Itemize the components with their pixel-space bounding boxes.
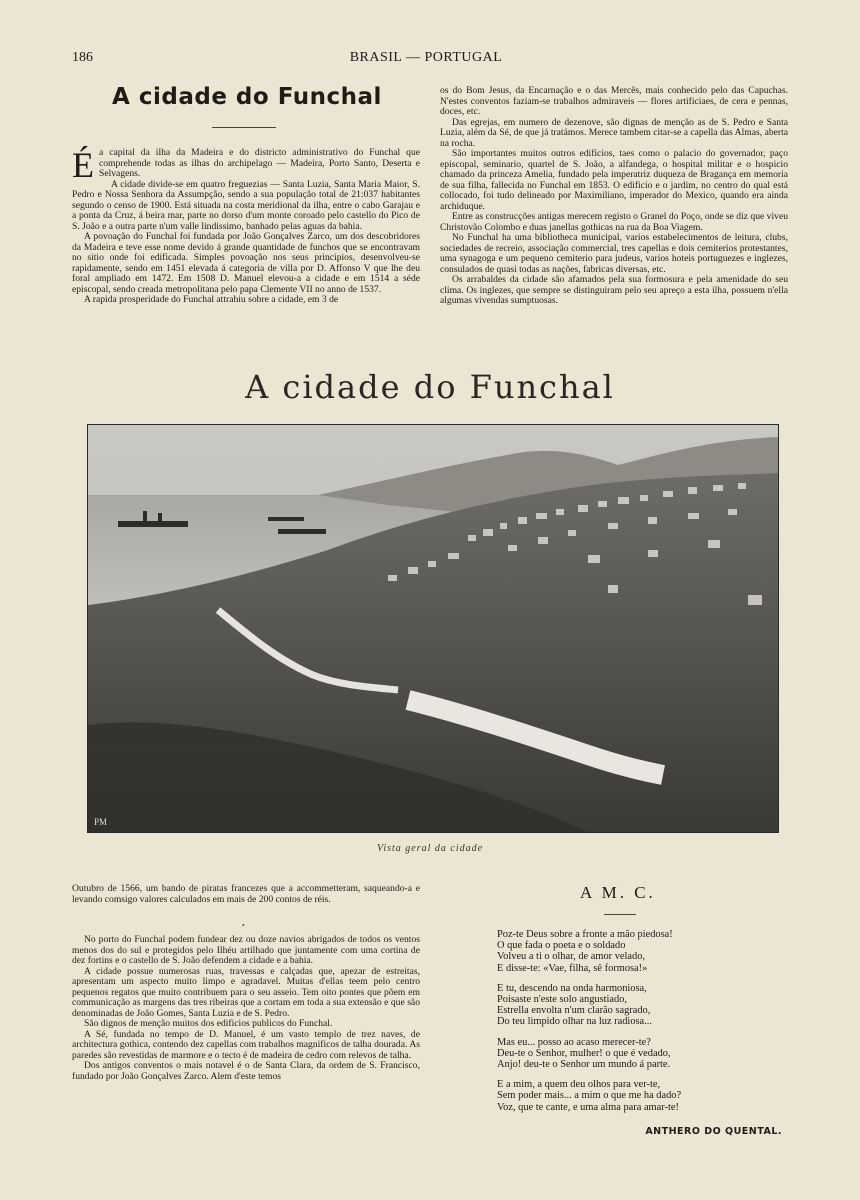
page-number: 186 [72, 50, 93, 65]
poem-line: Voz, que te cante, e uma alma para amar-te! [497, 1101, 679, 1113]
figure-heading: A cidade do Funchal [245, 368, 615, 406]
paragraph: Entre as construcções antigas merecem registo o Granel do Poço, onde se diz que viveu Christovão Colombo e duas janellas gothicas na rua da Boa Viagem. [440, 211, 788, 233]
running-title: BRASIL — PORTUGAL [349, 50, 503, 65]
paragraph: os do Bom Jesus, da Encarnação e o das Mercês, mais conhecido pelo das Capuchas. N'estes conventos faziam-se trabalhos admiraveis — flores artificiaes, de cera e pennas, doces, etc. [440, 85, 788, 117]
poem [497, 929, 787, 1122]
article-title: A cidade do Funchal [112, 84, 382, 110]
poem-title-rule [604, 914, 636, 915]
paragraph: Outubro de 1566, um bando de piratas francezes que a accommetteram, saqueando-a e levando comsigo valores calculados em mais de 200 contos de réis. [72, 883, 420, 905]
city-photograph [87, 424, 779, 833]
poem-line: Estrella envolta n'um clarão sagrado, [497, 1005, 651, 1017]
paragraph: São dignos de menção muitos dos edificios publicos do Funchal. [84, 1018, 333, 1029]
photo-mark: PM [94, 817, 108, 827]
paragraph: Éa capital da ilha da Madeira e do districto administrativo do Funchal que comprehende todas as ilhas do archipelago — Madeira, Porto Santo, Deserta e Selvagens. [72, 145, 420, 185]
poem-line: Volveu a ti o olhar, de amor velado, [497, 951, 645, 963]
poem-line: E a mim, a quem deu olhos para ver-te, [497, 1079, 661, 1091]
paragraph: Dos antigos conventos o mais notavel é o de Santa Clara, da ordem de S. Francisco, fundado por João Gonçalves Zarco. Alem d'este temos [72, 1060, 420, 1082]
paragraph: A povoação do Funchal foi fundada por João Gonçalves Zarco, um dos descobridores da Madeira e teve esse nome devido á grande quantidade de funchos que se encontravam no sitio onde foi edificada. Simples povoação nos seus principios, desenvolveu-se rapidamente, sendo em 1451 elevada á categoria de villa por D. Affonso V que lhe deu foral ampliado em 1472. Em 1508 D. Manuel elevou-a a cidade e em 1514 a séde episcopal, sendo creada metropolitana pelo papa Clemente VII no anno de 1537. [72, 231, 420, 295]
title-rule [212, 127, 276, 128]
paragraph: Das egrejas, em numero de dezenove, são dignas de menção as de S. Pedro e Santa Luzia, além da Sé, de que já tratámos. Merece tambem citar-se a capella das Almas, aberta na rocha. [440, 116, 788, 149]
paragraph: Os arrabaldes da cidade são afamados pela sua formosura e pela amenidade do seu clima. Os inglezes, que sempre se distinguiram pelo seu apreço a esta ilha, possuem n'ella algumas vivendas sumptuosas. [440, 274, 788, 306]
poem-line: Poz-te Deus sobre a fronte a mão piedosa! [497, 929, 673, 940]
poem-line: Do teu limpido olhar na luz radiosa... [497, 1016, 652, 1028]
poem-stanza [497, 983, 787, 1028]
photo-caption: Vista geral da cidade [376, 843, 484, 854]
poem-line: Mas eu... posso ao acaso merecer-te? [497, 1036, 651, 1048]
poem-line: E disse-te: «Vae, filha, sê formosa!» [497, 962, 648, 974]
funchal-panorama-image [88, 425, 778, 832]
poem-line: Anjo! deu-te o Senhor um mundo á parte. [497, 1059, 671, 1071]
paragraph: A cidade divide-se em quatro freguezias — Santa Luzia, Santa Maria Maior, S. Pedro e Nossa Senhora da Assumpção, sendo a sua população total de 21:037 habitantes segundo o censo de 1900. Está situada na costa meridional da ilha, entre o cabo Garajau e a ponta da Cruz, á beira mar, parte no dorso d'um monte coroado pelo castello do Pico de S. João e a outra parte n'um valle lindissimo, banhado pelas aguas da bahia. [72, 178, 420, 232]
drop-cap: É [72, 145, 94, 185]
paragraph: No Funchal ha uma bibliotheca municipal, varios estabelecimentos de leitura, clubs, sociedades de recreio, associação commercial, tres capellas e dois cemiterios protestantes, uma synagoga e um pequeno cemiterio para judeus, varios hoteis portuguezes e inglezes, consulados de quasi todas as nações, fabricas diversas, etc. [440, 232, 788, 275]
poem-stanza [497, 1037, 787, 1071]
paragraph: A cidade possue numerosas ruas, travessas e calçadas que, apezar de estreitas, apresentam um aspecto muito limpo e agradavel. Muitas d'ellas teem pelo centro pequenos regatos que muito contribuem para o seu asseio. Tem oito pontes que põem em communicação as margens das tres ribeiras que a cortam em toda a sua extensão e que são denominadas de João Gomes, Santa Luzia e de S. Pedro. [72, 965, 420, 1019]
poem-stanza [497, 929, 787, 974]
article-column-1 [72, 145, 420, 306]
paragraph: A rapida prosperidade do Funchal attrahiu sobre a cidade, em 3 de [84, 294, 339, 305]
poem-title: A M. C. [580, 883, 656, 902]
paragraph: A Sé, fundada no tempo de D. Manuel, é um vasto templo de trez naves, de architectura gothica, contendo dez capellas com trabalhos magnificos de talha dourada. As paredes são revestidas de marmore e o tecto é de madeira de cedro com relevos de talha. [72, 1028, 420, 1061]
poem-line: Deu-te o Senhor, mulher! o que é vedado, [497, 1047, 671, 1059]
poem-line: Poisaste n'este solo angustiado, [497, 994, 628, 1006]
poem-author: ANTHERO DO QUENTAL. [645, 1126, 782, 1137]
paragraph: São importantes muitos outros edificios, taes como o palacio do governador, paço episcopal, seminario, quartel de S. João, a alfandega, o hospital militar e o hospicio chamado da princeza Amelia, fundado pela imperatriz duqueza de Bragança em memoria de sua filha, fallecida no Funchal em 1853. O edificio e o jardim, no centro do qual está collocado, foi tudo delineado por Maximiliano, imperador do Mexico, quando era ainda archiduque. [440, 148, 788, 212]
poem-line: Sem poder mais... a mim o que me ha dado? [497, 1090, 682, 1102]
poem-line: O que fada o poeta e o soldado [497, 940, 626, 952]
poem-stanza [497, 1079, 787, 1113]
poem-line: E tu, descendo na onda harmoniosa, [497, 982, 647, 994]
ornament-dot: • [242, 921, 245, 930]
article-column-2 [440, 86, 788, 307]
article-column-3 [72, 884, 420, 1082]
page-header [72, 50, 780, 68]
paragraph: No porto do Funchal podem fundear dez ou doze navios abrigados de todos os ventos menos dos do sul e protegidos pelo Ilhéu artilhado que juntamente com uma cortina de dez fortins e o castello de S. João defendem a cidade e a bahia. [72, 934, 420, 966]
